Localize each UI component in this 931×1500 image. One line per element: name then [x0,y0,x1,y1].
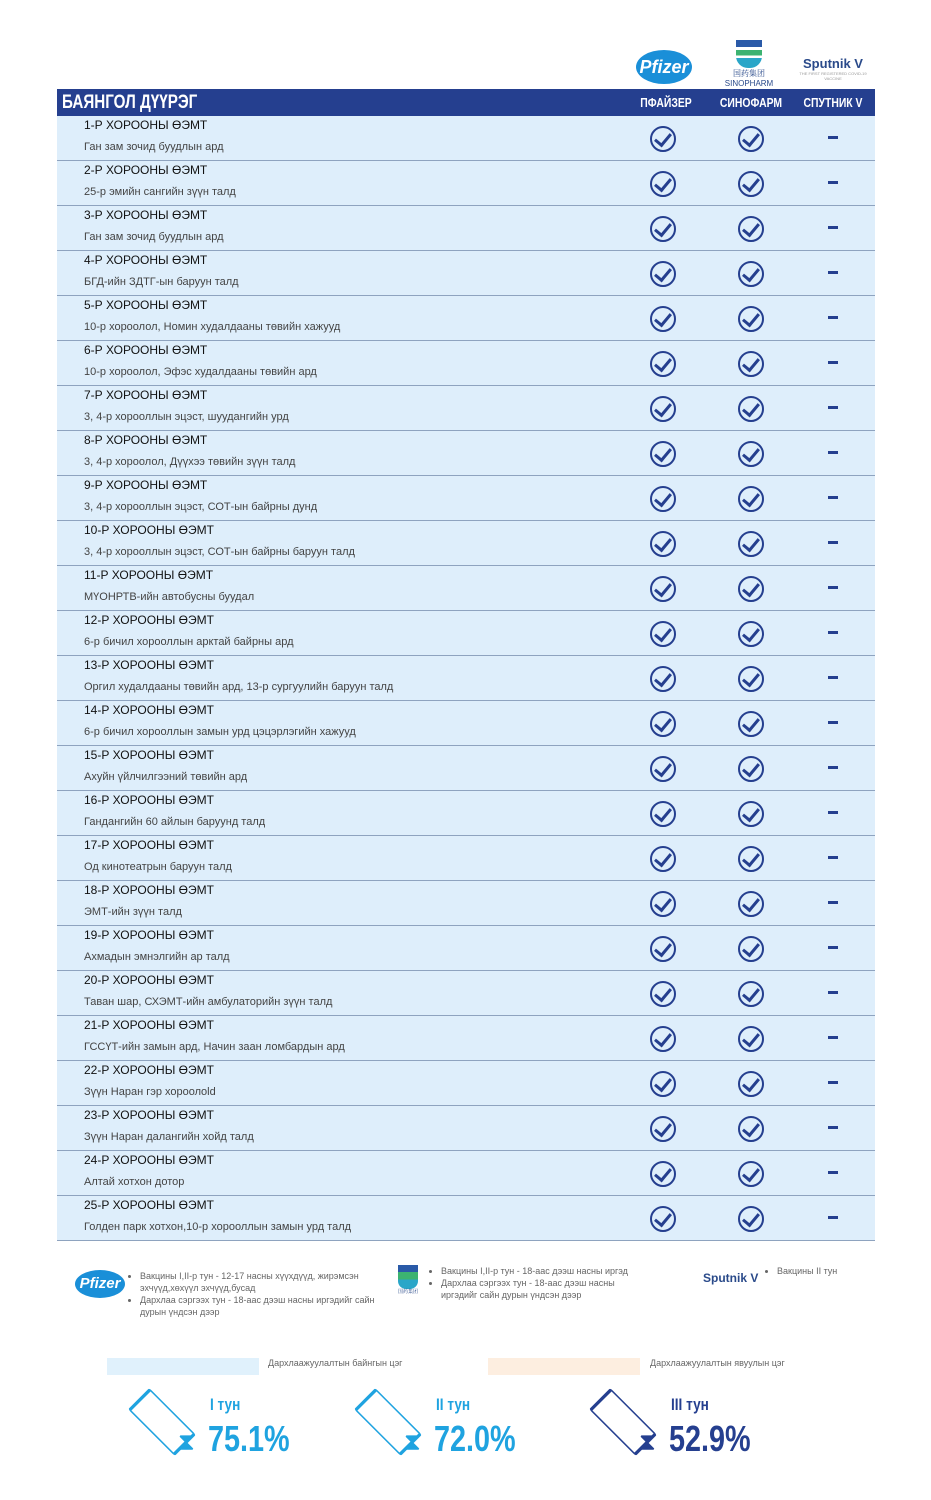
sinopharm-check-icon [738,441,764,467]
clinic-address: Алтай хотхон дотор [84,1176,185,1188]
table-row [57,116,875,161]
sinopharm-check-icon [738,891,764,917]
sinopharm-check-icon [738,171,764,197]
clinic-name: 4-Р ХОРООНЫ ӨЭМТ [84,253,208,267]
sputnik-dash-icon [828,676,838,679]
table-row [57,1016,875,1061]
sinopharm-check-icon [738,1116,764,1142]
mobile-point-label: Дархлаажуулалтын явуулын цэг [650,1358,785,1368]
table-row [57,791,875,836]
sputnik-dash-icon [828,991,838,994]
sinopharm-check-icon [738,846,764,872]
sputnik-dash-icon [828,226,838,229]
dose-label: III тун [671,1395,709,1414]
sputnik-dash-icon [828,1216,838,1219]
pfizer-check-icon [650,936,676,962]
clinic-name: 17-Р ХОРООНЫ ӨЭМТ [84,838,214,852]
pfizer-check-icon [650,396,676,422]
sputnik-dash-icon [828,181,838,184]
clinic-name: 22-Р ХОРООНЫ ӨЭМТ [84,1063,214,1077]
table-row [57,476,875,521]
clinic-name: 14-Р ХОРООНЫ ӨЭМТ [84,703,214,717]
dose-percent: 75.1% [208,1418,290,1459]
clinic-address: 6-р бичил хорооллын арктай байрны ард [84,636,294,648]
table-row [57,566,875,611]
clinic-name: 13-Р ХОРООНЫ ӨЭМТ [84,658,214,672]
pfizer-check-icon [650,1161,676,1187]
sinopharm-check-icon [738,126,764,152]
pfizer-check-icon [650,711,676,737]
clinic-address: МҮОНРТВ-ийн автобусны буудал [84,591,255,603]
pfizer-check-icon [650,846,676,872]
table-row [57,296,875,341]
table-row [57,746,875,791]
dose-label: I тун [210,1395,241,1414]
table-row [57,836,875,881]
sputnik-dash-icon [828,136,838,139]
dose-label: II тун [436,1395,471,1414]
pfizer-check-icon [650,531,676,557]
table-row [57,161,875,206]
table-row [57,206,875,251]
sinopharm-check-icon [738,936,764,962]
hourglass-icon: ⧗ [404,1429,421,1456]
clinic-name: 15-Р ХОРООНЫ ӨЭМТ [84,748,214,762]
sputnik-dash-icon [828,1081,838,1084]
clinic-name: 8-Р ХОРООНЫ ӨЭМТ [84,433,208,447]
clinic-name: 16-Р ХОРООНЫ ӨЭМТ [84,793,214,807]
sinopharm-check-icon [738,801,764,827]
clinic-name: 19-Р ХОРООНЫ ӨЭМТ [84,928,214,942]
clinic-name: 9-Р ХОРООНЫ ӨЭМТ [84,478,208,492]
sputnik-dash-icon [828,856,838,859]
sputnik-dash-icon [828,271,838,274]
clinic-address: Зүүн Наран далангийн хойд талд [84,1131,254,1143]
sputnik-dash-icon [828,946,838,949]
clinic-address: 3, 4-р хорооллын эцэст, СОТ-ын байрны баруун талд [84,546,355,558]
sputnik-dash-icon [828,766,838,769]
pfizer-check-icon [650,576,676,602]
table-row [57,521,875,566]
sputnik-dash-icon [828,586,838,589]
clinic-address: Голден парк хотхон,10-р хорооллын замын урд талд [84,1221,352,1233]
sinopharm-check-icon [738,756,764,782]
legend-item: • Вакцины I,II-р тун - 18-аас дээш насны иргэд [441,1265,651,1277]
sputnik-dash-icon [828,901,838,904]
sinopharm-check-icon [738,486,764,512]
clinic-name: 7-Р ХОРООНЫ ӨЭМТ [84,388,208,402]
sinopharm-check-icon [738,711,764,737]
pfizer-check-icon [650,981,676,1007]
table-row [57,611,875,656]
pfizer-logo: Pfizer [636,50,692,84]
table-row [57,701,875,746]
sputnik-logo-small: Sputnik V [703,1271,759,1285]
sinopharm-check-icon [738,576,764,602]
sputnik-dash-icon [828,541,838,544]
sputnik-dash-icon [828,406,838,409]
clinic-name: 1-Р ХОРООНЫ ӨЭМТ [84,118,208,132]
legend-item: • Дархлаа сэргээх тун - 18-аас дээш насны иргэдийг сайн дурын үндсэн дээр [441,1277,651,1301]
pfizer-check-icon [650,1206,676,1232]
pfizer-check-icon [650,441,676,467]
pfizer-check-icon [650,1071,676,1097]
clinic-address: ЭМТ-ийн зүүн талд [84,906,182,918]
sinopharm-check-icon [738,306,764,332]
sinopharm-check-icon [738,1026,764,1052]
sputnik-dash-icon [828,1036,838,1039]
pfizer-check-icon [650,171,676,197]
sputnik-dash-icon [828,496,838,499]
sinopharm-check-icon [738,531,764,557]
clinic-name: 18-Р ХОРООНЫ ӨЭМТ [84,883,214,897]
clinic-name: 3-Р ХОРООНЫ ӨЭМТ [84,208,208,222]
sinopharm-logo: 国药集团 SINOPHARM [724,40,774,88]
clinic-name: 23-Р ХОРООНЫ ӨЭМТ [84,1108,214,1122]
col-sputnik: СПУТНИК V [803,95,863,110]
table-row [57,1061,875,1106]
clinic-address: 3, 4-р хорооллын эцэст, шуудангийн урд [84,411,289,423]
clinic-address: Зүүн Наран гэр хороолold [84,1086,216,1098]
legend-item: • Вакцины II тун [777,1265,867,1277]
sputnik-dash-icon [828,1171,838,1174]
fixed-point-swatch [107,1358,259,1375]
clinic-address: Од кинотеатрын баруун талд [84,861,232,873]
district-title: БАЯНГОЛ ДҮҮРЭГ [62,92,198,113]
pfizer-check-icon [650,621,676,647]
clinic-address: Ган зам зочид буудлын ард [84,141,224,153]
table-row [57,251,875,296]
pfizer-check-icon [650,216,676,242]
sinopharm-check-icon [738,1071,764,1097]
pfizer-check-icon [650,261,676,287]
clinic-address: Оргил худалдааны төвийн ард, 13-р сургуулийн баруун талд [84,681,394,693]
sputnik-logo: Sputnik V THE FIRST REGISTERED COVID-19 VACCINE [799,56,867,81]
pfizer-check-icon [650,666,676,692]
sputnik-dash-icon [828,631,838,634]
sinopharm-check-icon [738,1161,764,1187]
sinopharm-check-icon [738,396,764,422]
clinic-name: 10-Р ХОРООНЫ ӨЭМТ [84,523,214,537]
sputnik-dash-icon [828,721,838,724]
col-pfizer: ПФАЙЗЕР [640,95,692,110]
vaccination-table [57,89,875,1241]
table-row [57,1151,875,1196]
table-row [57,971,875,1016]
clinic-name: 6-Р ХОРООНЫ ӨЭМТ [84,343,208,357]
sputnik-dash-icon [828,361,838,364]
dose-percent: 72.0% [434,1418,516,1459]
clinic-name: 24-Р ХОРООНЫ ӨЭМТ [84,1153,214,1167]
clinic-address: 3, 4-р хороолол, Дүүхээ төвийн зүүн талд [84,456,296,468]
sinopharm-check-icon [738,621,764,647]
table-row [57,926,875,971]
pfizer-check-icon [650,1116,676,1142]
pfizer-check-icon [650,891,676,917]
clinic-address: Таван шар, СХЭМТ-ийн амбулаторийн зүүн талд [84,996,333,1008]
pfizer-check-icon [650,756,676,782]
mobile-point-swatch [488,1358,640,1375]
table-row [57,341,875,386]
clinic-address: Ахуйн үйлчилгээний төвийн ард [84,771,248,783]
clinic-name: 20-Р ХОРООНЫ ӨЭМТ [84,973,214,987]
table-row [57,1196,875,1241]
table-row [57,1106,875,1151]
clinic-address: 3, 4-р хорооллын эцэст, СОТ-ын байрны дунд [84,501,318,513]
table-row [57,431,875,476]
pfizer-logo-small: Pfizer [75,1270,125,1298]
table-row [57,881,875,926]
col-sinopharm: СИНОФАРМ [719,95,783,110]
clinic-name: 11-Р ХОРООНЫ ӨЭМТ [84,568,214,582]
pfizer-check-icon [650,486,676,512]
sputnik-dash-icon [828,811,838,814]
clinic-address: ГССҮТ-ийн замын ард, Начин заан ломбардын ард [84,1041,345,1053]
legend-item: • Дархлаа сэргээх тун - 18-аас дээш насны иргэдийг сайн дурын үндсэн дээр [140,1294,380,1318]
sinopharm-logo-small: 国药集团 [393,1265,423,1305]
sinopharm-check-icon [738,1206,764,1232]
sinopharm-check-icon [738,261,764,287]
table-row [57,656,875,701]
sinopharm-check-icon [738,666,764,692]
sinopharm-check-icon [738,216,764,242]
pfizer-check-icon [650,351,676,377]
fixed-point-label: Дархлаажуулалтын байнгын цэг [268,1358,403,1368]
sputnik-dash-icon [828,316,838,319]
sinopharm-check-icon [738,351,764,377]
hourglass-icon: ⧗ [178,1429,195,1456]
clinic-address: Гандангийн 60 айлын баруунд талд [84,816,266,828]
clinic-name: 5-Р ХОРООНЫ ӨЭМТ [84,298,208,312]
clinic-address: 10-р хороолол, Эфэс худалдааны төвийн ард [84,366,317,378]
pfizer-check-icon [650,1026,676,1052]
pfizer-check-icon [650,801,676,827]
sputnik-dash-icon [828,1126,838,1129]
legend-item: • Вакцины I,II-р тун - 12-17 насны хүүхдүүд, жирэмсэн эхчүүд,хөхүүл эхчүүд,бусад [140,1270,380,1294]
pfizer-check-icon [650,306,676,332]
clinic-name: 25-Р ХОРООНЫ ӨЭМТ [84,1198,214,1212]
dose-2-stat [358,1392,558,1464]
sputnik-dash-icon [828,451,838,454]
clinic-name: 12-Р ХОРООНЫ ӨЭМТ [84,613,214,627]
clinic-name: 2-Р ХОРООНЫ ӨЭМТ [84,163,208,177]
clinic-address: 10-р хороолол, Номин худалдааны төвийн хажууд [84,321,341,333]
clinic-address: Ахмадын эмнэлгийн ар талд [84,951,230,963]
pfizer-check-icon [650,126,676,152]
clinic-address: Ган зам зочид буудлын ард [84,231,224,243]
clinic-address: 6-р бичил хорооллын замын урд цэцэрлэгийн хажууд [84,726,356,738]
clinic-address: 25-р эмийн сангийн зүүн талд [84,186,236,198]
dose-percent: 52.9% [669,1418,751,1459]
clinic-name: 21-Р ХОРООНЫ ӨЭМТ [84,1018,214,1032]
sinopharm-check-icon [738,981,764,1007]
hourglass-icon: ⧗ [639,1429,656,1456]
dose-1-stat [132,1392,332,1464]
table-header [57,89,875,116]
dose-3-stat [593,1392,793,1464]
table-row [57,386,875,431]
clinic-address: БГД-ийн ЗДТГ-ын баруун талд [84,276,239,288]
